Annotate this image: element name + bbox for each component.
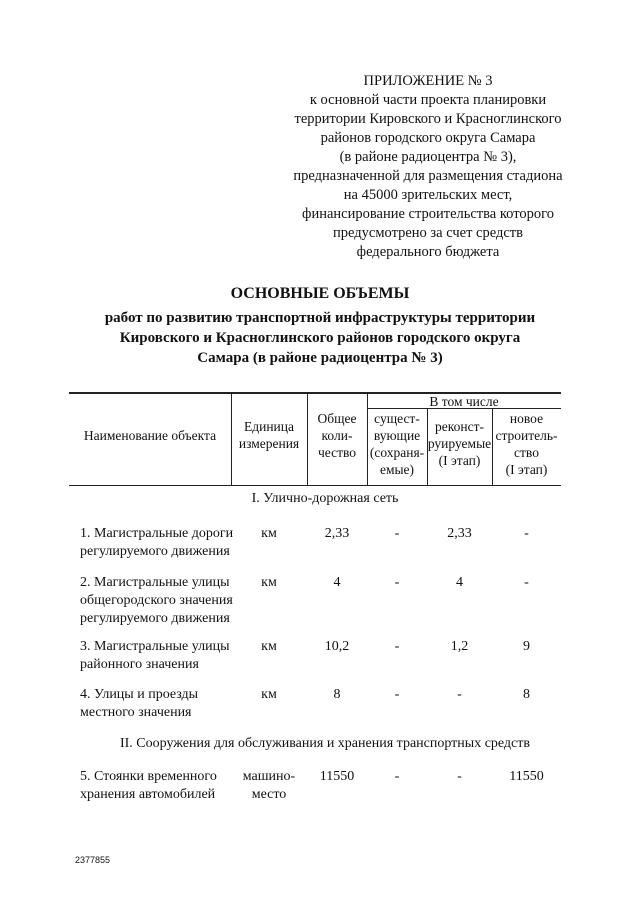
header-new: новое строитель- ство (I этап)	[495, 411, 558, 477]
appendix-line: районов городского округа Самара	[320, 130, 536, 146]
header-reconstruct: реконст- руируемые (I этап)	[427, 419, 492, 468]
document-title: ОСНОВНЫЕ ОБЪЕМЫ	[230, 285, 410, 302]
row-unit: машино- место	[242, 769, 296, 802]
row-name: 1. Магистральные дороги регулируемого движения	[80, 526, 234, 559]
row-existing: -	[394, 769, 400, 784]
row-reconstruct: 1,2	[450, 639, 469, 654]
row-name: 3. Магистральные улицы районного значения	[80, 639, 230, 672]
row-reconstruct: -	[457, 769, 462, 784]
header-name: Наименование объекта	[83, 428, 217, 443]
subtitle-line: Самара (в районе радиоцентра № 3)	[197, 350, 443, 366]
appendix-line: на 45000 зрительских мест,	[343, 187, 513, 203]
section-title: II. Сооружения для обслуживания и хранения транспортных средств	[119, 736, 530, 751]
row-name: 5. Стоянки временного хранения автомобилей	[80, 769, 217, 802]
row-reconstruct: 4	[456, 575, 463, 590]
header-total: Общее коли- чество	[317, 411, 357, 460]
appendix-line: территории Кировского и Красноглинского	[294, 111, 562, 127]
appendix-line: к основной части проекта планировки	[309, 92, 547, 108]
row-new: -	[524, 526, 529, 541]
appendix-line: предусмотрено за счет средств	[333, 225, 523, 241]
row-new: 9	[523, 639, 530, 654]
row-existing: -	[394, 526, 400, 541]
subtitle-line: работ по развитию транспортной инфраструктуры территории	[104, 310, 536, 326]
appendix-line: (в районе радиоцентра № 3),	[339, 149, 517, 165]
row-existing: -	[394, 687, 400, 702]
row-new: 8	[523, 687, 530, 702]
row-existing: -	[394, 575, 400, 590]
row-total: 2,33	[324, 526, 350, 541]
table-header-bottom-rule	[69, 485, 561, 486]
section-title: I. Улично-дорожная сеть	[251, 491, 399, 506]
row-unit: км	[261, 687, 277, 702]
row-unit: км	[261, 639, 277, 654]
document-subtitle	[60, 308, 580, 368]
appendix-line: финансирование строительства которого	[302, 206, 554, 222]
row-reconstruct: 2,33	[447, 526, 472, 541]
row-name: 2. Магистральные улицы общегородского значения регулируемого движения	[80, 575, 233, 626]
appendix-line: федерального бюджета	[356, 244, 500, 260]
subtitle-line: Кировского и Красноглинского районов городского округа	[119, 330, 521, 346]
row-total: 10,2	[324, 639, 350, 654]
row-total: 8	[333, 687, 341, 702]
row-new: -	[524, 575, 529, 590]
row-unit: км	[261, 575, 277, 590]
header-group: В том числе	[429, 394, 499, 409]
row-existing: -	[394, 639, 400, 654]
document-number: 2377855	[75, 855, 111, 865]
header-unit: Единица измерения	[238, 419, 300, 451]
appendix-line: предназначенной для размещения стадиона	[293, 168, 563, 184]
row-name: 4. Улицы и проезды местного значения	[80, 687, 199, 720]
header-existing: сущест- вующие (сохраня- емые)	[369, 411, 425, 477]
appendix-header	[280, 72, 576, 262]
row-reconstruct: -	[457, 687, 462, 702]
row-unit: км	[261, 526, 277, 541]
row-new: 11550	[509, 769, 544, 784]
appendix-line: ПРИЛОЖЕНИЕ № 3	[363, 73, 493, 89]
row-total: 11550	[319, 769, 355, 784]
row-total: 4	[333, 575, 341, 590]
